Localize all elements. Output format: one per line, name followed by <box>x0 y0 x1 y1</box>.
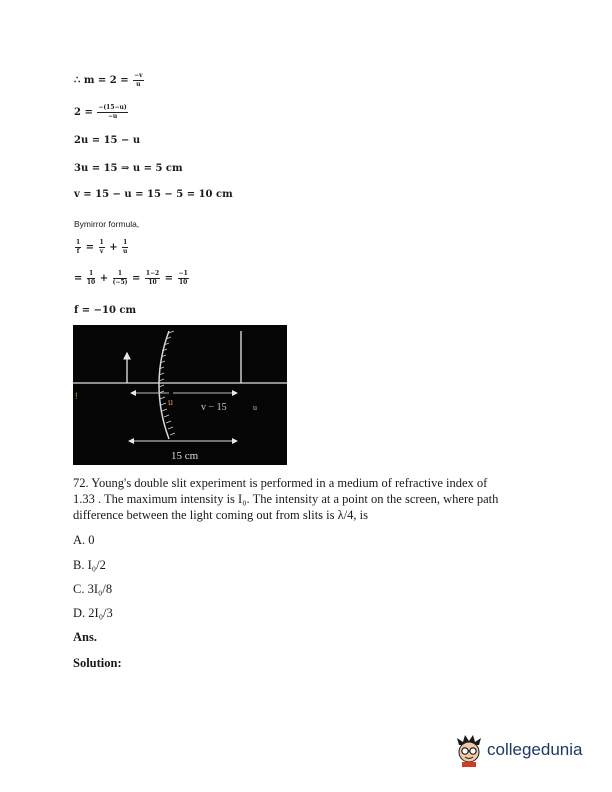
equation-mirror-formula: $\frac{1}{f}$ = $\frac{1}{v}$ + $\frac{1}{u}$ <box>76 239 128 255</box>
equation-focal-length: f = −10 cm <box>74 305 137 316</box>
collegedunia-logo[interactable] <box>453 733 582 767</box>
equation-step-3: 2u = 15 − u <box>74 135 141 146</box>
logo-text: collegedunia <box>487 740 583 759</box>
equation-step-5: v = 15 − u = 15 − 5 = 10 cm <box>74 189 233 200</box>
mirror-diagram <box>73 325 287 465</box>
equation-magnification: ∴ m = 2 = $\frac{-v}{u}$ <box>74 72 143 88</box>
question-line-3: difference between the light coming out from slits is λ/4, is <box>73 508 369 522</box>
question-line-2: 1.33 . The maximum intensity is I₀. The intensity at a point on the screen, where path <box>73 492 499 506</box>
question-line-1: 72. Young's double slit experiment is performed in a medium of refractive index of <box>73 476 488 490</box>
option-b: B. I₀/2 <box>73 558 106 572</box>
mirror-diagram-svg <box>73 325 287 465</box>
mirror-formula-label: Bymirror formula, <box>74 219 140 229</box>
option-d: D. 2I₀/3 <box>73 606 113 620</box>
solution-label: Solution: <box>73 656 122 670</box>
mascot-icon <box>453 733 485 767</box>
label-mark: ! <box>75 391 78 401</box>
equation-step-4: 3u = 15 ⇒ u = 5 cm <box>74 163 183 174</box>
ans-label: Ans. <box>73 630 97 644</box>
label-v: v − 15 <box>201 402 227 413</box>
label-u-right: u <box>253 403 257 412</box>
option-c: C. 3I₀/8 <box>73 582 113 596</box>
option-a: A. 0 <box>73 533 95 547</box>
label-u: u <box>168 397 173 408</box>
equation-substitution: 2 = $\frac{-(15-u)}{-u}$ <box>74 104 127 120</box>
label-15cm: 15 cm <box>171 450 199 462</box>
equation-numeric: = $\frac{1}{10}$ + $\frac{1}{(-5)}$ = $\frac{1-2}{10}$ = $\frac{-1}{10}$ <box>74 270 188 286</box>
